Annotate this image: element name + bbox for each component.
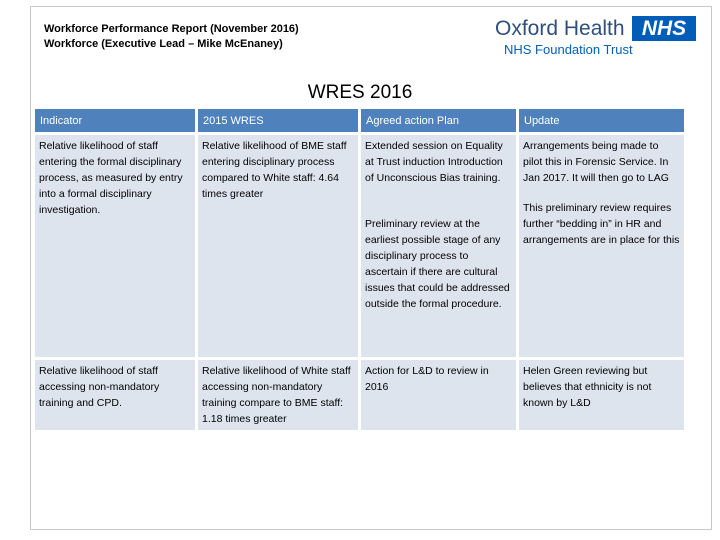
wres-cell: Relative likelihood of White staff accessing non-mandatory training compare to BME staff: 1.18 times greater xyxy=(198,360,358,430)
column-header-2015-wres: 2015 WRES xyxy=(198,109,358,132)
action-plan-cell: Action for L&D to review in 2016 xyxy=(361,360,516,430)
update-cell xyxy=(519,135,684,357)
table-header-row xyxy=(35,109,684,132)
nhs-logo-badge: NHS xyxy=(632,16,696,41)
column-header-indicator: Indicator xyxy=(35,109,195,132)
action-plan-item: Preliminary review at the earliest possible stage of any disciplinary process to ascertain if there are cultural issues that could be addressed outside the formal procedure. xyxy=(365,218,510,310)
column-header-action-plan: Agreed action Plan xyxy=(361,109,516,132)
report-lead: Workforce (Executive Lead – Mike McEnaney) xyxy=(44,38,283,50)
logo-name: Oxford Health xyxy=(495,17,625,40)
column-header-update: Update xyxy=(519,109,684,132)
table-row xyxy=(35,135,684,357)
page-title: WRES 2016 xyxy=(307,82,413,103)
wres-table xyxy=(32,106,687,433)
update-item: Arrangements being made to pilot this in Forensic Service. In Jan 2017. It will then go to LAG xyxy=(523,140,669,184)
update-cell: Helen Green reviewing but believes that ethnicity is not known by L&D xyxy=(519,360,684,430)
indicator-cell: Relative likelihood of staff entering the formal disciplinary process, as measured by entry into a formal disciplinary investigation. xyxy=(35,135,195,357)
wres-cell: Relative likelihood of BME staff entering disciplinary process compared to White staff: 4.64 times greater xyxy=(198,135,358,357)
table-row xyxy=(35,360,684,430)
logo-subtitle: NHS Foundation Trust xyxy=(504,42,633,57)
action-plan-item: Extended session on Equality at Trust induction Introduction of Unconscious Bias training. xyxy=(365,140,503,184)
indicator-cell: Relative likelihood of staff accessing non-mandatory training and CPD. xyxy=(35,360,195,430)
action-plan-cell xyxy=(361,135,516,357)
update-item: This preliminary review requires further “bedding in” in HR and arrangements are in place for this xyxy=(523,202,680,246)
report-header xyxy=(44,22,299,52)
report-title: Workforce Performance Report (November 2016) xyxy=(44,23,299,35)
oxford-health-logo xyxy=(495,13,700,58)
